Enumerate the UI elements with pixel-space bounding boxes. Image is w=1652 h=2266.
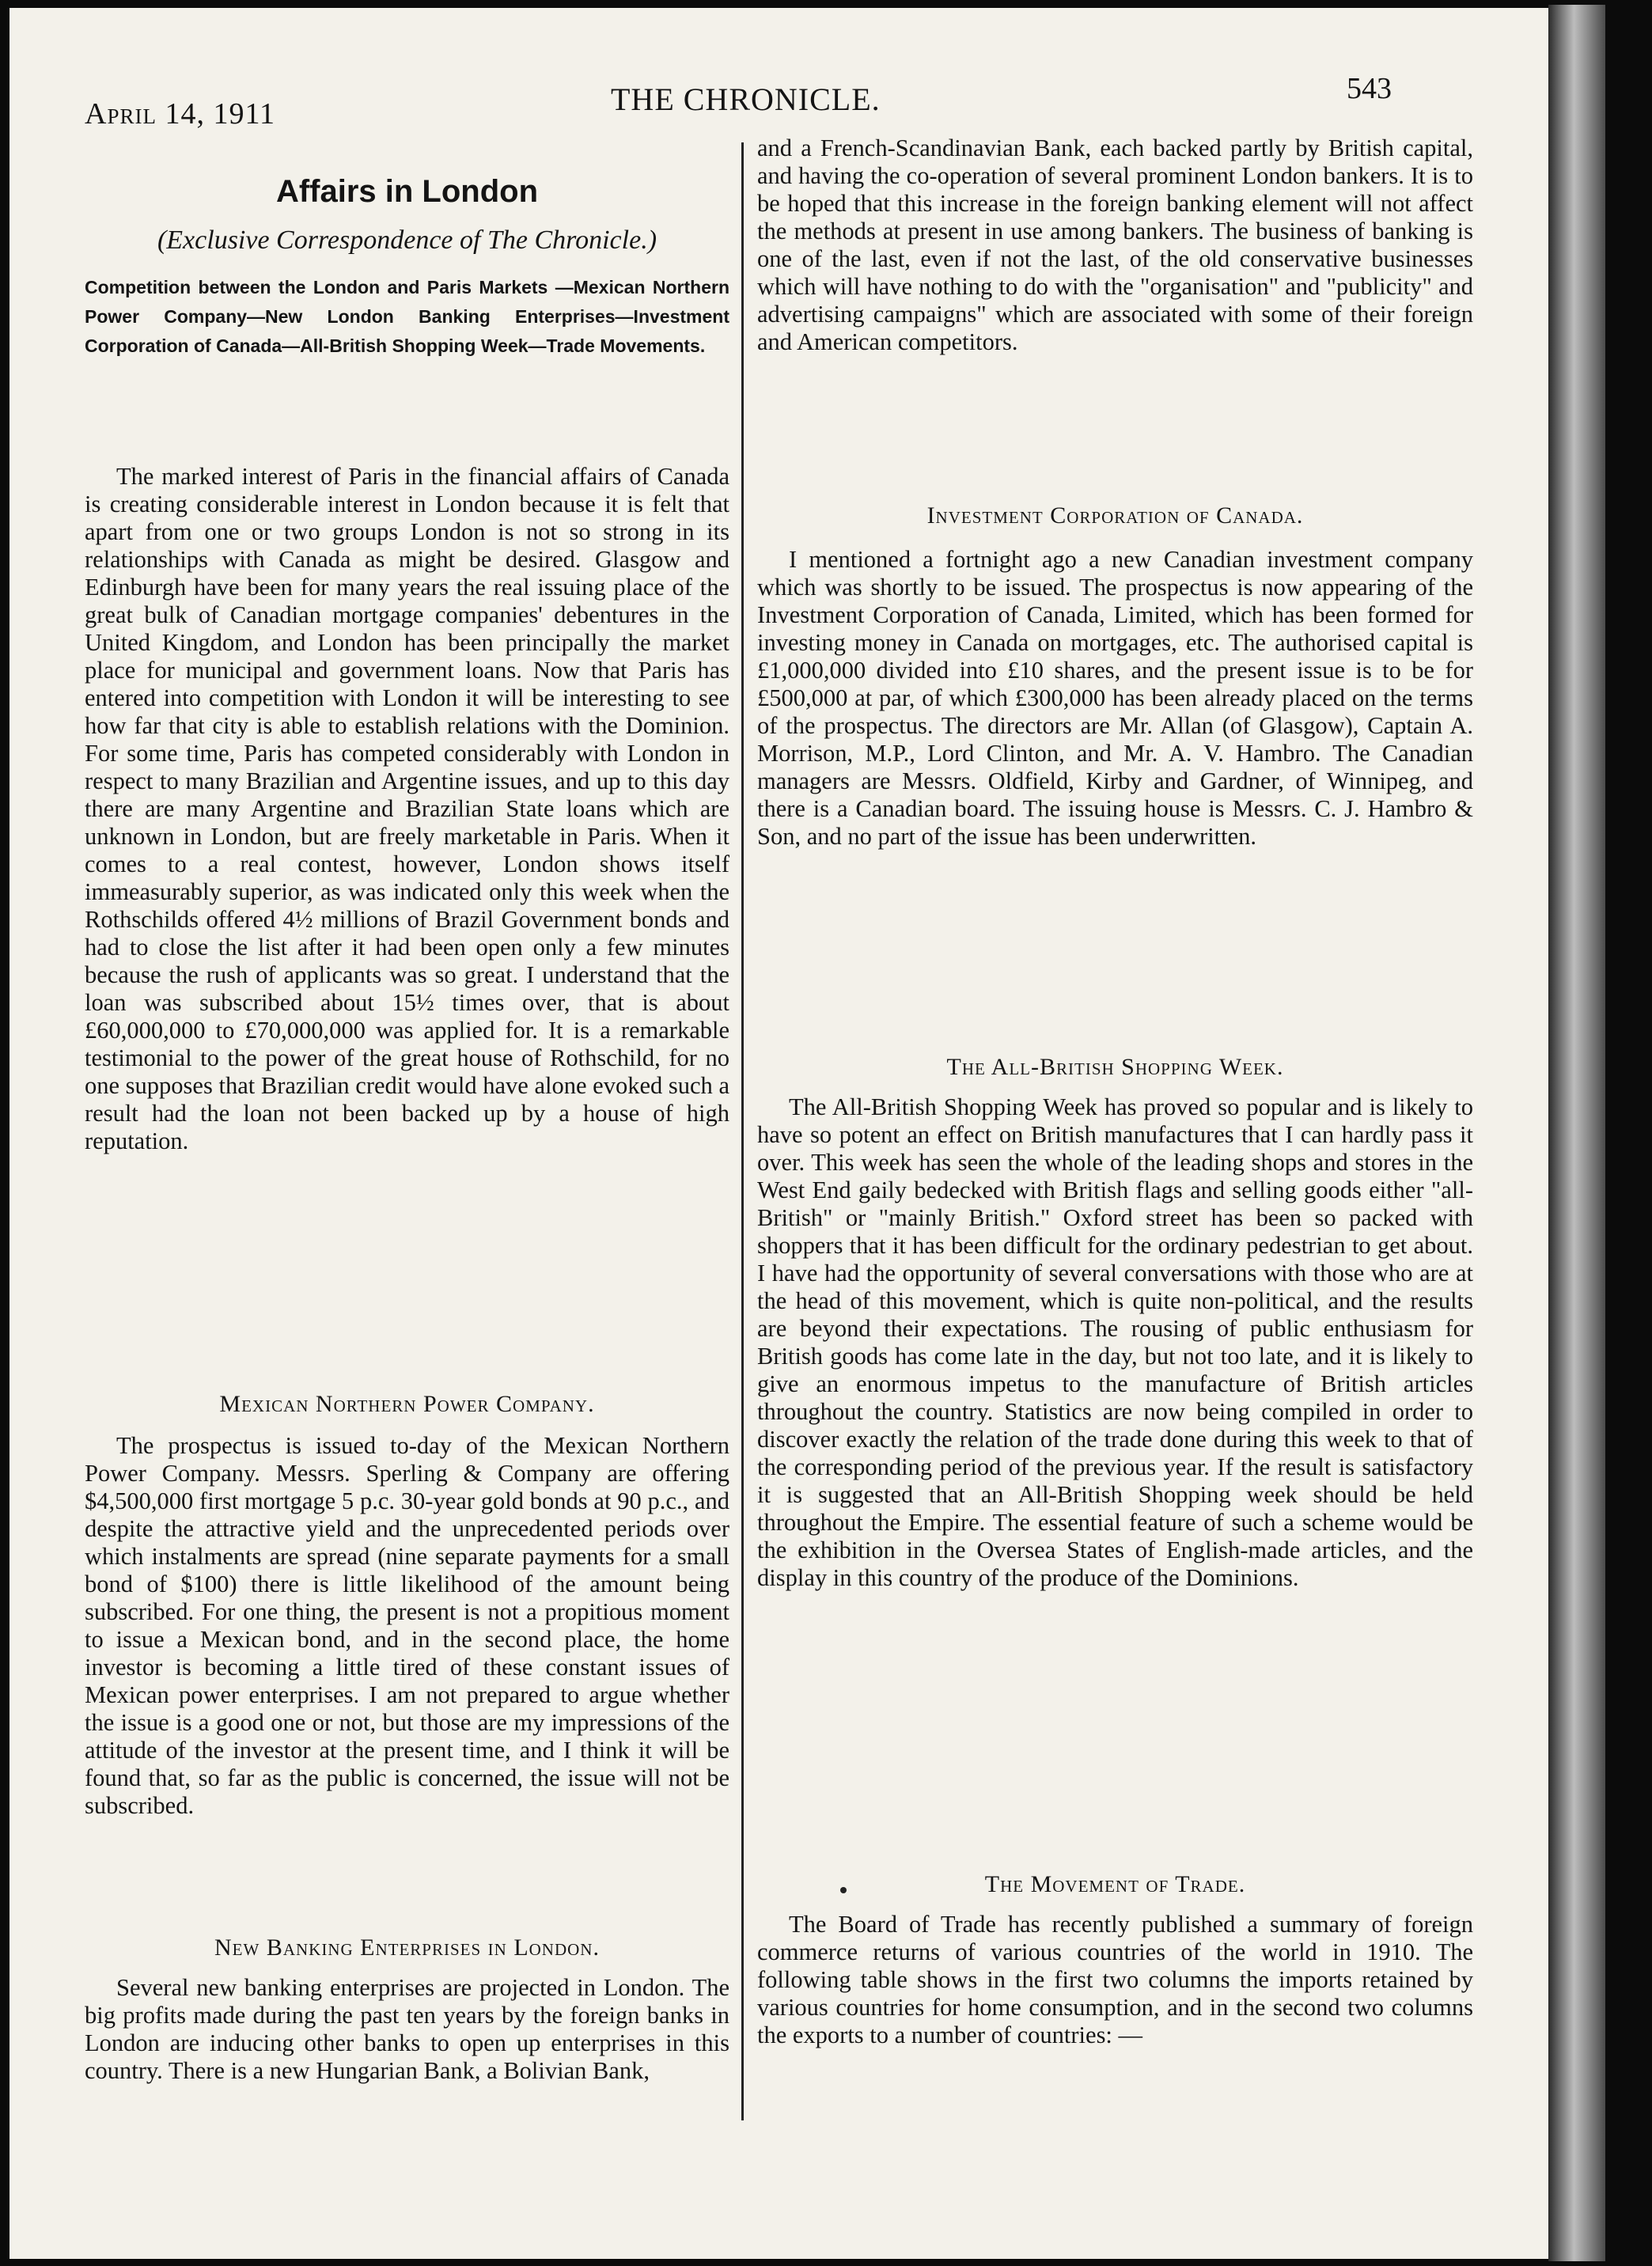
shopping-paragraph: The All-British Shopping Week has proved so popular and is likely to have so potent an effect on British manufactures that I can hardly pass it over. This week has seen the whole of the leading shops and stores in the West End gaily bedecked with British flags and selling goods either "all-British" or "mainly British." Oxford street has been so packed with shoppers that it has been difficult for the ordinary pedestrian to get about. I have had the opportunity of several conversations with those who are at the head of this movement, which is quite non-political, and the results are beyond their expectations. The rousing of public enthusiasm for British goods has come late in the day, but not too late, and it is likely to give an enormous impetus to the manufacture of British articles throughout the country. Statistics are now being compiled in order to discover exactly the relation of the trade done during this week to that of the corresponding period of the previous year. If the result is satisfactory it is suggested that an All-British Shopping week should be held throughout the Empire. The essential feature of such a scheme would be the exhibition in the Oversea States of English-made articles, and the display in this country of the produce of the Dominions. [757, 1093, 1473, 1591]
mexican-paragraph: The prospectus is issued to-day of the Mexican Northern Power Company. Messrs. Sperling & Company are offering $4,500,000 first mortgage 5 p.c. 30-year gold bonds at 90 p.c., and despite the attractive yield and the unprecedented periods over which instalments are spread (nine separate payments for a small bond of $100) there is little likelihood of the amount being subscribed. For one thing, the present is not a propitious moment to issue a Mexican bond, and in the second place, the home investor is becoming a little tired of these constant issues of Mexican power enterprises. I am not prepared to argue whether the issue is a good one or not, but those are my impressions of the attitude of the investor at the present time, and I think it will be found that, so far as the public is concerned, the issue will not be subscribed. [85, 1432, 729, 1819]
page-number: 543 [1347, 72, 1392, 105]
trade-paragraph: The Board of Trade has recently published a summary of foreign commerce returns of various countries of the world in 1910. The following table shows in the first two columns the imports retained by various countries for home consumption, and in the second two columns the exports to a number of countries: — [757, 1911, 1473, 2048]
page-edge-shadow [1548, 5, 1605, 2261]
banking-continued-paragraph: and a French-Scandinavian Bank, each backed partly by British capital, and having the co-operation of several prominent London bankers. It is to be hoped that this increase in the foreign banking element will not affect the methods at present in use among bankers. The business of banking is one of the last, even if not the last, of the old conservative businesses which will have nothing to do with the "organisation" and "publicity" and advertising campaigns" which are associated with some of their foreign and American competitors. [757, 135, 1473, 355]
section-heading-investment: Investment Corporation of Canada. [926, 502, 1304, 529]
banking-paragraph: Several new banking enterprises are projected in London. The big profits made during the past ten years by the foreign banks in London are inducing other banks to open up enterprises in this country. There is a new Hungarian Bank, a Bolivian Bank, [85, 1974, 729, 2084]
section-heading-banking: New Banking Enterprises in London. [214, 1934, 600, 1961]
section-heading-trade: The Movement of Trade. [984, 1871, 1246, 1897]
section-heading-mexican: Mexican Northern Power Company. [219, 1391, 595, 1417]
article-summary: Competition between the London and Paris Markets —Mexican Northern Power Company—New London Banking Enterprises—Investment Corporation of Canada—All-British Shopping Week—Trade Movements. [85, 277, 729, 356]
section-heading-shopping: The All-British Shopping Week. [946, 1054, 1284, 1080]
intro-paragraph: The marked interest of Paris in the financial affairs of Canada is creating considerable interest in London because it is felt that apart from one or two groups London is not so strong in its relationships with Canada as might be desired. Glasgow and Edinburgh have been for many years the real issuing place of the great bulk of Canadian mortgage companies' debentures in the United Kingdom, and London has been principally the market place for municipal and government loans. Now that Paris has entered into competition with London it will be interesting to see how far that city is able to establish relations with the Dominion. For some time, Paris has competed considerably with London in respect to many Brazilian and Argentine issues, and up to this day there are many Argentine and Brazilian State loans which are unknown in London, but are freely marketable in Paris. When it comes to a real contest, however, London shows itself immeasurably superior, as was indicated only this week when the Rothschilds offered 4½ millions of Brazil Government bonds and had to close the list after it had been open only a few minutes because the rush of applicants was so great. I understand that the loan was subscribed about 15½ times over, that is about £60,000,000 to £70,000,000 was applied for. It is a remarkable testimonial to the power of the great house of Rothschild, for no one supposes that Brazilian credit would have alone evoked such a result had the loan not been backed up by a house of high reputation. [85, 463, 729, 1154]
column-rule [741, 142, 744, 2120]
article-title: Affairs in London [275, 174, 539, 209]
header-title: THE CHRONICLE. [611, 81, 881, 117]
investment-paragraph: I mentioned a fortnight ago a new Canadian investment company which was shortly to be issued. The prospectus is now appearing of the Investment Corporation of Canada, Limited, which has been formed for investing money in Canada on mortgages, etc. The authorised capital is £1,000,000 divided into £10 shares, and the present issue is to be for £500,000 at par, of which £300,000 has been already placed on the terms of the prospectus. The directors are Mr. Allan (of Glasgow), Captain A. Morrison, M.P., Lord Clinton, and Mr. A. V. Hambro. The Canadian managers are Messrs. Oldfield, Kirby and Gardner, of Winnipeg, and there is a Canadian board. The issuing house is Messrs. C. J. Hambro & Son, and no part of the issue has been underwritten. [757, 546, 1473, 850]
article-subtitle: (Exclusive Correspondence of The Chronicle.) [157, 225, 657, 255]
newspaper-page [9, 8, 1548, 2259]
header-date: April 14, 1911 [85, 97, 276, 131]
